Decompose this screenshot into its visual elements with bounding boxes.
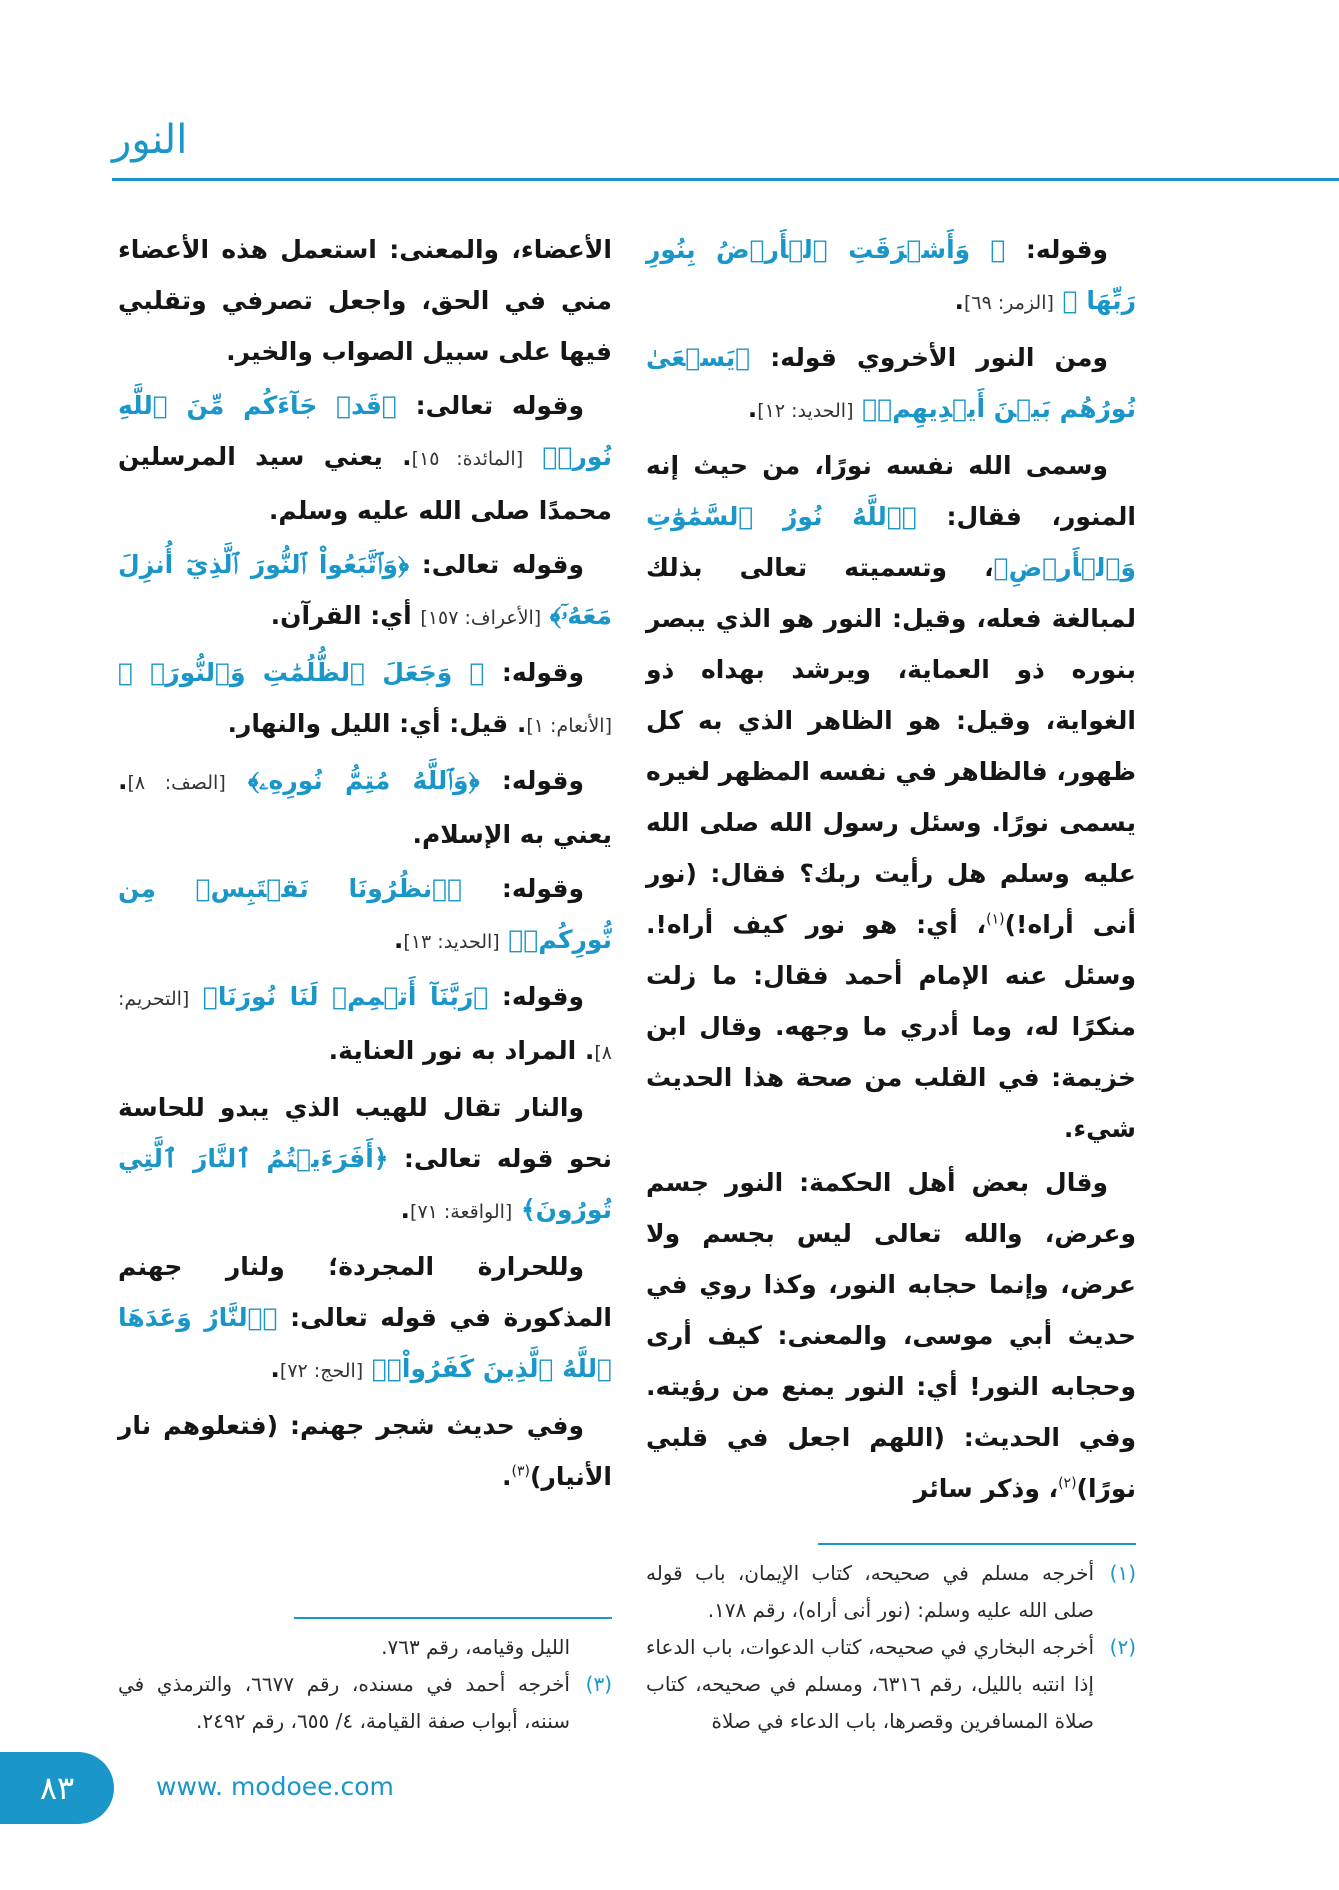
body-text: . يعني به الإسلام. [118,766,612,849]
quran-verse: ﴿أَفَرَءَيۡتُمُ ٱلنَّارَ ٱلَّتِي تُورُونَ﴾ [118,1144,612,1224]
footnote [646,1555,1136,1629]
body-paragraph [118,755,612,860]
body-paragraph [646,332,1136,437]
verse-reference: [الحج: ٧٢] [279,1360,364,1382]
body-paragraph [118,971,612,1079]
right-column-body [646,224,1136,1517]
body-text: . [747,394,758,423]
body-text: ، وذكر سائر [913,1474,1059,1503]
quran-verse: ﴿ وَأَشۡرَقَتِ ٱلۡأَرۡضُ بِنُورِ رَبِّهَا ﴾ [646,235,1136,315]
footnote-label: (٣) [585,1672,612,1696]
header-rule [112,178,1339,181]
body-paragraph [118,224,612,377]
quran-verse: ﴿قَدۡ جَآءَكُم مِّنَ ٱللَّهِ نُورٞ﴾ [118,391,612,471]
body-paragraph [118,1400,612,1502]
body-text: وسمى الله نفسه نورًا، من حيث إنه المنور، فقال: [646,451,1136,531]
body-text: وقوله: [484,658,584,687]
left-column [118,224,612,1740]
website-url: www. modoee.com [156,1772,394,1801]
verse-reference: [الصف: ٨] [127,772,226,794]
verse-reference: [التحريم: ٨] [118,988,612,1064]
footnote-text: الليل وقيامه، رقم ٧٦٣. [381,1635,570,1659]
body-text: والنار تقال للهيب الذي يبدو للحاسة نحو قوله تعالى: [118,1093,612,1173]
body-text: . [502,1462,512,1491]
body-text: . المراد به نور العناية. [328,1036,595,1065]
verse-reference: [الحديد: ١٢] [757,400,854,422]
body-text: وقال بعض أهل الحكمة: النور جسم وعرض، والله تعالى ليس بجسم ولا عرض، وإنما حجابه النور، وكذا روي في حديث أبي موسى، والمعنى: كيف أرى وحجابه النور! أي: النور يمنع من رؤيته. وفي الحديث: (اللهم اجعل في قلبي نورًا) [646,1168,1136,1503]
verse-reference: [الأعراف: ١٥٧] [420,607,542,629]
footnote-text: أخرجه البخاري في صحيحه، كتاب الدعوات، باب الدعاء إذا انتبه بالليل، رقم ٦٣١٦، ومسلم في صحيحه، كتاب صلاة المسافرين وقصرها، باب الدعاء في صلاة [646,1635,1094,1733]
footnote-separator [294,1617,612,1619]
verse-reference: [المائدة: ١٥] [411,448,524,470]
body-text: . [954,286,964,315]
body-text: وفي حديث شجر جهنم: (فتعلوهم نار الأنيار) [118,1411,612,1491]
right-column-footnotes [646,1535,1136,1740]
body-paragraph [118,1082,612,1238]
quran-verse: ﴿ وَجَعَلَ ٱلظُّلُمَٰتِ وَٱلنُّورَۖ ﴾ [118,658,485,687]
left-column-body [118,224,612,1505]
verse-reference: [الأنعام: ١] [526,715,612,737]
footnote-label: (٢) [1109,1635,1136,1659]
body-paragraph [646,224,1136,329]
footnote-continuation [118,1629,612,1666]
body-text: وقوله: [488,982,584,1011]
body-text: وقوله تعالى: [409,550,584,579]
body-text: وقوله: [462,874,584,903]
quran-verse: ﴿ٱنظُرُونَا نَقۡتَبِسۡ مِن نُّورِكُمۡ﴾ [118,874,612,954]
footnote-marker: (٢) [1058,1475,1077,1492]
body-text: ، أي: هو نور كيف أراه!. وسئل عنه الإمام أحمد فقال: ما زلت منكرًا له، وما أدري ما وجهه. وقال ابن خزيمة: في القلب من صحة هذا الحديث شيء. [646,910,1136,1143]
chapter-title: النور [112,117,188,163]
body-text: وقوله: [1005,235,1108,264]
verse-reference: [الواقعة: ٧١] [410,1201,513,1223]
body-paragraph [118,863,612,968]
footnote [646,1629,1136,1740]
body-text: . [270,1354,280,1383]
footnote-marker: (٣) [511,1463,531,1480]
body-paragraph [646,1157,1136,1514]
left-column-footnotes [118,1609,612,1740]
body-text: ومن النور الأخروي قوله: [750,343,1108,372]
quran-verse: ﴿ٱللَّهُ نُورُ ٱلسَّمَٰوَٰتِ وَٱلۡأَرۡضِ﴾ [646,502,1136,582]
page-number: ٨٣ [39,1769,75,1807]
page-number-tab [0,1752,114,1824]
verse-reference: [الزمر: ٦٩] [963,292,1054,314]
right-column [646,224,1136,1740]
body-text: . قيل: أي: الليل والنهار. [227,709,527,738]
footnote-text: أخرجه مسلم في صحيحه، كتاب الإيمان، باب قوله صلى الله عليه وسلم: (نور أنى أراه)، رقم ١٧٨. [646,1561,1094,1622]
body-text: . [393,925,404,954]
footnote-list [646,1555,1136,1740]
body-text: . يعني سيد المرسلين محمدًا صلى الله عليه وسلم. [118,442,612,525]
footnote-label: (١) [1109,1561,1136,1585]
quran-verse: ﴿يَسۡعَىٰ نُورُهُم بَيۡنَ أَيۡدِيهِمۡ﴾ [646,343,1136,423]
body-text: أي: القرآن. [270,601,421,630]
body-text: وقوله تعالى: [396,391,584,420]
body-text: الأعضاء، والمعنى: استعمل هذه الأعضاء مني في الحق، واجعل تصرفي وتقلبي فيها على سبيل الصواب والخير. [118,235,612,366]
body-paragraph [118,1241,612,1397]
body-text: وقوله: [479,766,584,795]
quran-verse: ﴿وَٱللَّهُ مُتِمُّ نُورِهِۦ﴾ [225,766,480,795]
footnote-list [118,1629,612,1740]
footnote [118,1666,612,1740]
body-paragraph [646,440,1136,1154]
body-paragraph [118,380,612,536]
quran-verse: ﴿وَٱتَّبَعُواْ ٱلنُّورَ ٱلَّذِيٓ أُنزِلَ مَعَهُۥٓ﴾ [118,550,612,630]
body-text: ، وتسميته تعالى بذلك لمبالغة فعله، وقيل: النور هو الذي يبصر بنوره ذو العماية، ويرشد بهداه ذو الغواية، وقيل: هو الظاهر الذي به كل ظهور، فالظاهر في نفسه المظهر لغيره يسمى نورًا. وسئل رسول الله صلى الله عليه وسلم هل رأيت ربك؟ فقال: (نور أنى أراه!) [646,553,1136,939]
footnote-separator [818,1543,1136,1545]
footnote-marker: (١) [986,911,1005,928]
body-text: . [400,1195,411,1224]
body-paragraph [118,647,612,752]
quran-verse: ﴿ٱلنَّارُ وَعَدَهَا ٱللَّهُ ٱلَّذِينَ كَفَرُواْۖ﴾ [118,1303,612,1383]
verse-reference: [الحديد: ١٣] [403,931,500,953]
body-paragraph [118,539,612,644]
body-text: وللحرارة المجردة؛ ولنار جهنم المذكورة في قوله تعالى: [118,1252,612,1332]
footnote-text: أخرجه أحمد في مسنده، رقم ٦٦٧٧، والترمذي في سننه، أبواب صفة القيامة، ٤/ ٦٥٥، رقم ٢٤٩٢. [118,1672,570,1733]
quran-verse: ﴿رَبَّنَآ أَتۡمِمۡ لَنَا نُورَنَا﴾ [189,982,489,1011]
